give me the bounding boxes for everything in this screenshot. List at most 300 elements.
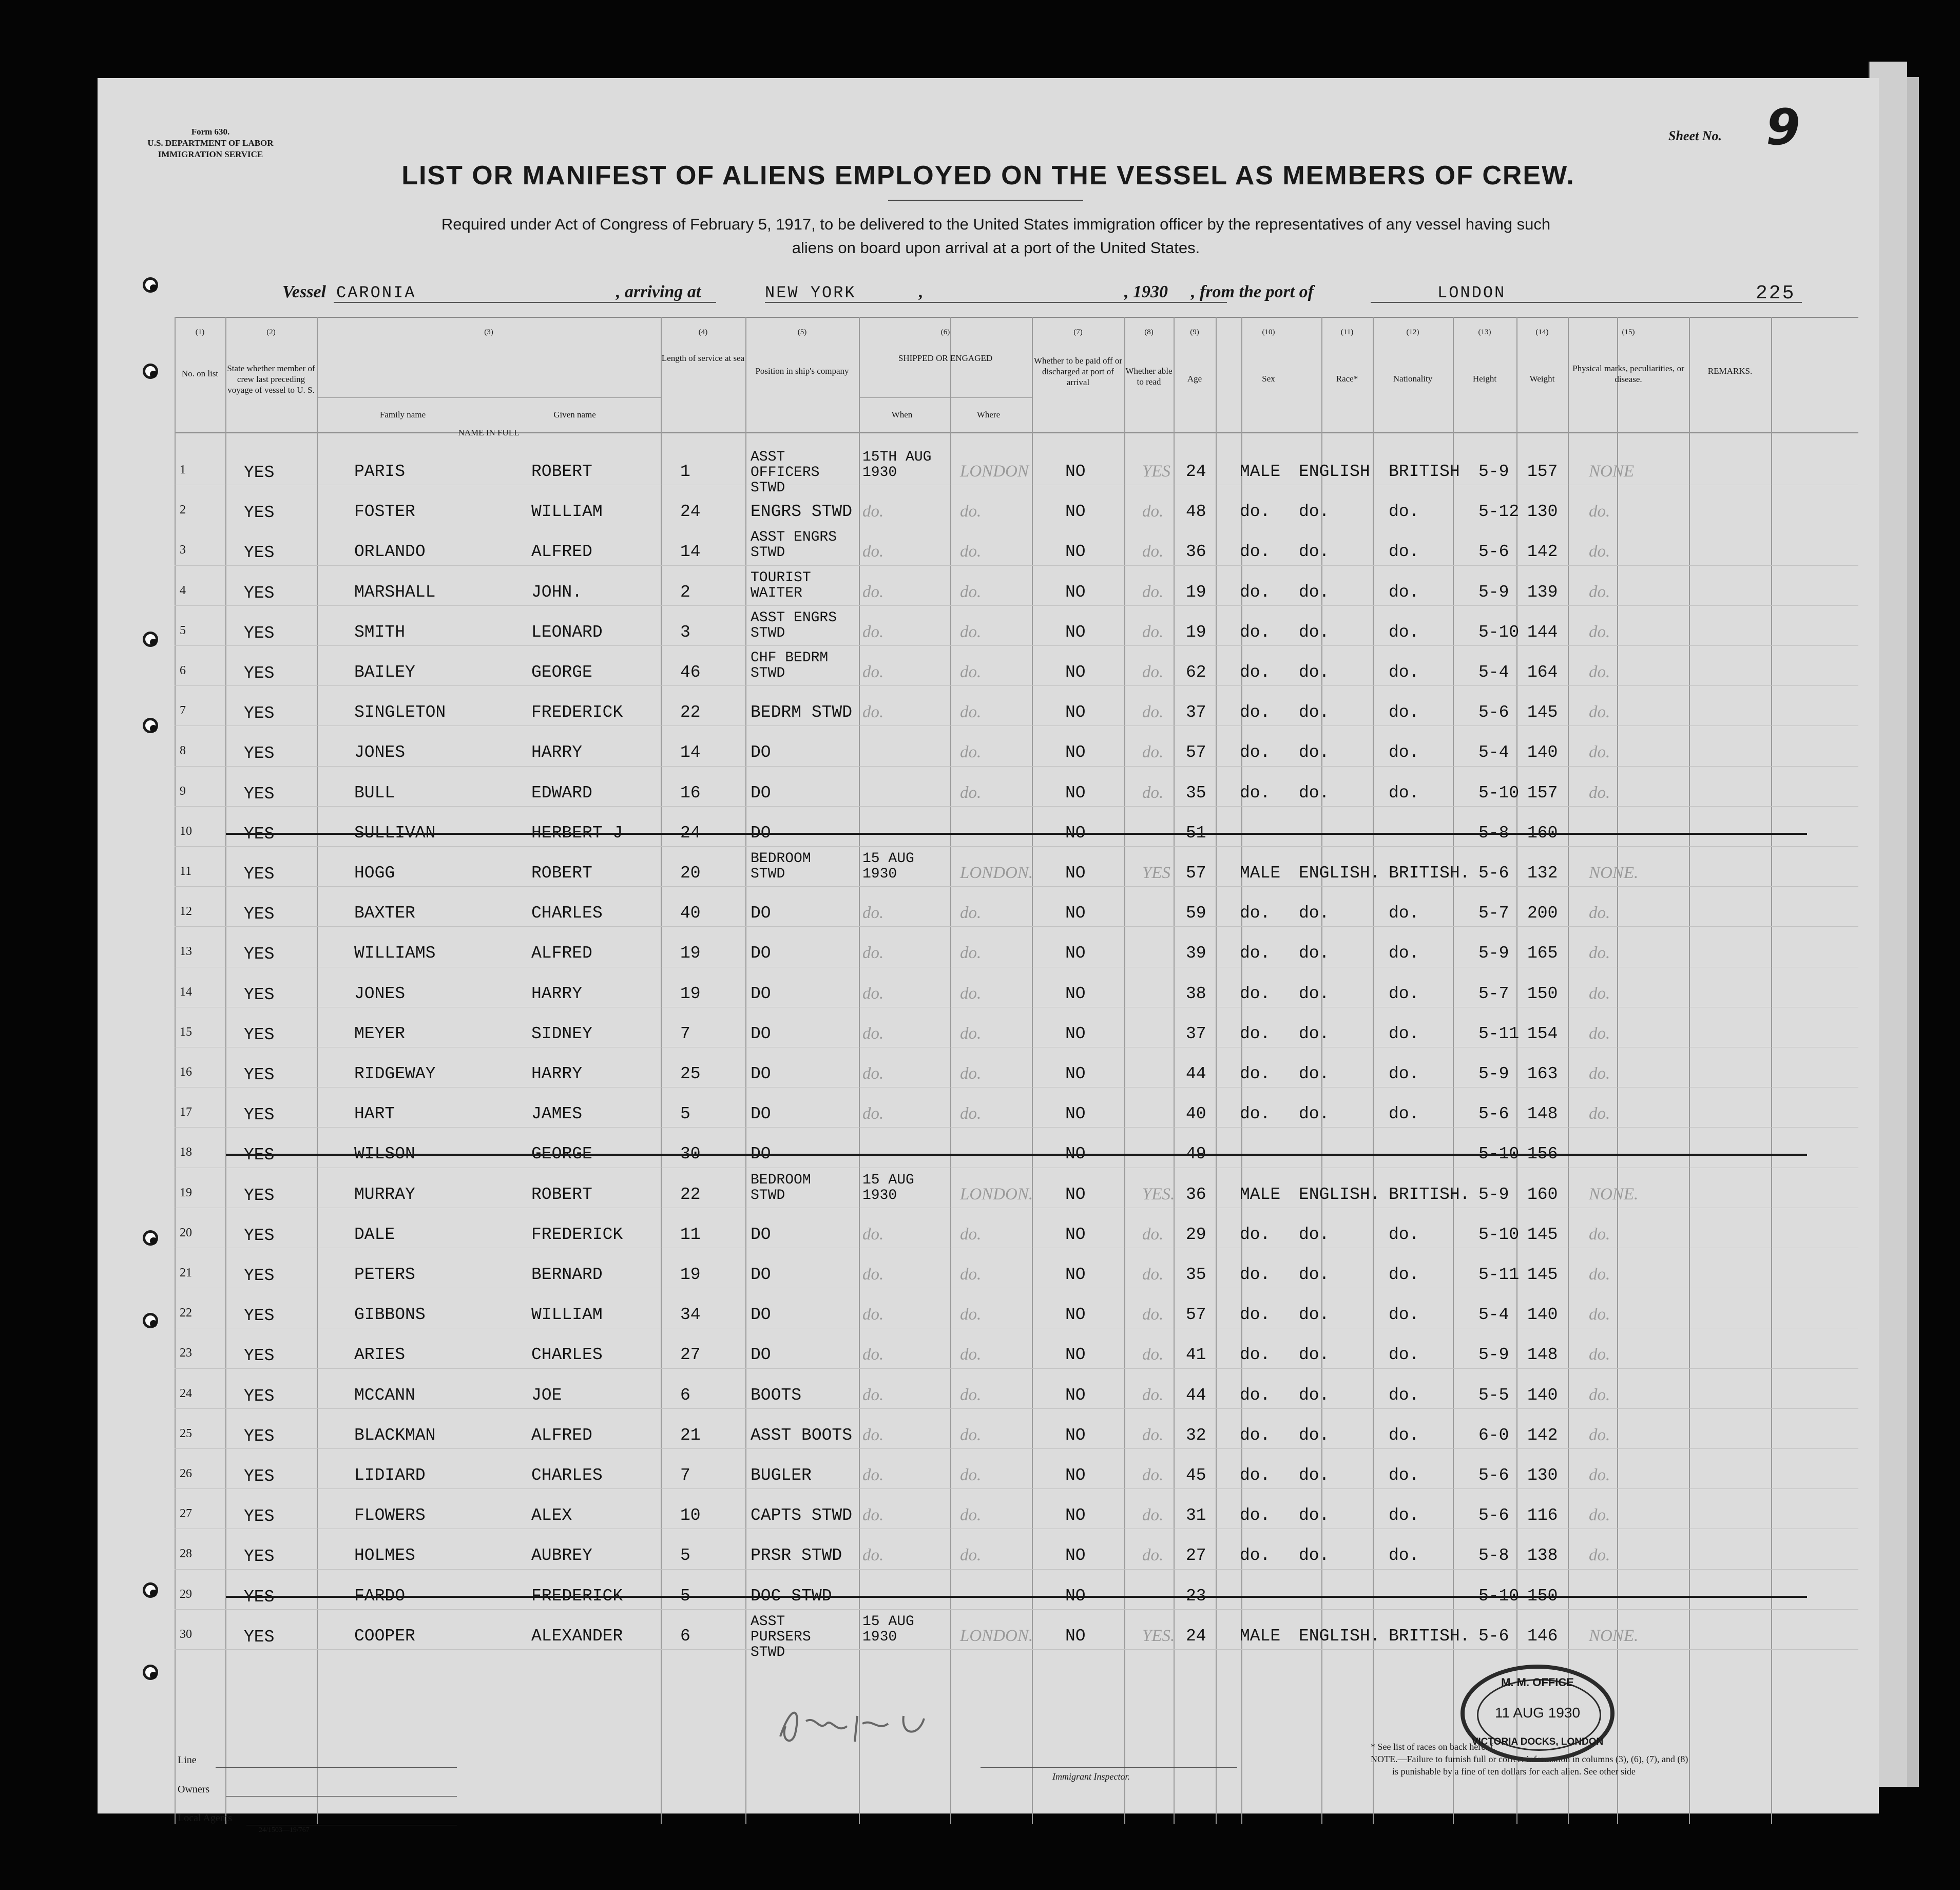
row-height: 5-4 xyxy=(1478,663,1509,682)
row-age: 36 xyxy=(1186,542,1206,562)
row-able-to-read: do. xyxy=(1142,663,1164,681)
local-agents-label: Local Agents xyxy=(178,1812,233,1824)
row-crew-last-voyage: YES xyxy=(244,1507,275,1526)
row-given-name: ROBERT xyxy=(531,1185,592,1204)
table-row xyxy=(175,806,1858,807)
penalty-note: NOTE.—Failure to furnish full or correct information in columns (3), (6), (7), and (8) xyxy=(1371,1754,1688,1764)
row-weight: 116 xyxy=(1527,1506,1558,1525)
row-able-to-read: YES. xyxy=(1142,1626,1175,1645)
form-identifier xyxy=(133,126,287,160)
row-shipped-where: LONDON. xyxy=(960,1626,1033,1645)
column-number: (7) xyxy=(1073,328,1083,336)
row-age: 32 xyxy=(1186,1425,1206,1445)
row-family-name: MEYER xyxy=(354,1024,406,1043)
row-height: 5-4 xyxy=(1478,743,1509,762)
row-height: 5-6 xyxy=(1478,1104,1509,1124)
print-reference: 24/1503—19/767 xyxy=(259,1826,310,1834)
table-row xyxy=(175,1127,1858,1128)
row-crew-last-voyage: YES xyxy=(244,1386,275,1406)
row-row-number: 12 xyxy=(180,905,192,919)
row-weight: 144 xyxy=(1527,622,1558,642)
row-position: DO xyxy=(751,1265,771,1284)
row-race: do. xyxy=(1299,904,1330,923)
row-paid-off: NO xyxy=(1065,1144,1086,1164)
row-given-name: AUBREY xyxy=(531,1546,592,1566)
row-able-to-read: do. xyxy=(1142,1506,1164,1525)
row-given-name: ROBERT xyxy=(531,864,592,883)
row-sex: do. xyxy=(1240,1425,1271,1445)
row-row-number: 6 xyxy=(180,664,186,677)
row-length-of-service: 14 xyxy=(680,743,701,762)
row-weight: 165 xyxy=(1527,944,1558,963)
row-given-name: CHARLES xyxy=(531,1345,603,1365)
row-crew-last-voyage: YES xyxy=(244,1105,275,1125)
row-physical-marks: NONE. xyxy=(1589,1626,1639,1645)
row-given-name: EDWARD xyxy=(531,783,592,803)
from-port: LONDON xyxy=(1437,283,1506,302)
owners-rule xyxy=(226,1796,457,1797)
table-row xyxy=(175,645,1858,646)
row-shipped-when: do. xyxy=(862,1466,884,1484)
row-nationality: do. xyxy=(1389,1104,1419,1124)
row-row-number: 1 xyxy=(180,463,186,476)
column-number: (1) xyxy=(195,328,205,336)
column-rule xyxy=(1032,317,1033,1824)
row-shipped-where: do. xyxy=(960,783,982,802)
column-number: (2) xyxy=(266,328,276,336)
row-height: 5-9 xyxy=(1478,944,1509,963)
row-paid-off: NO xyxy=(1065,1225,1086,1244)
row-family-name: HART xyxy=(354,1104,395,1124)
row-race: do. xyxy=(1299,542,1330,562)
row-position: DO xyxy=(751,823,771,843)
column-rule xyxy=(317,317,318,1824)
row-height: 5-7 xyxy=(1478,904,1509,923)
row-paid-off: NO xyxy=(1065,622,1086,642)
row-height: 6-0 xyxy=(1478,1425,1509,1445)
row-given-name: HERBERT J xyxy=(531,823,623,843)
row-sex: do. xyxy=(1240,1104,1271,1124)
table-row xyxy=(175,766,1858,767)
column-header-c2: State whether member of crew last preceding voyage of vessel to U. S. xyxy=(227,364,315,395)
column-rule xyxy=(1216,317,1217,1824)
column-rule xyxy=(1373,317,1374,1824)
column-number: (8) xyxy=(1144,328,1154,336)
row-crew-last-voyage: YES xyxy=(244,1146,275,1165)
row-nationality: BRITISH xyxy=(1389,462,1460,481)
row-sex: MALE xyxy=(1240,1185,1281,1204)
row-weight: 142 xyxy=(1527,542,1558,562)
row-age: 57 xyxy=(1186,864,1206,883)
row-row-number: 3 xyxy=(180,543,186,557)
row-sex: do. xyxy=(1240,944,1271,963)
column-rule xyxy=(225,317,226,1824)
row-crew-last-voyage: YES xyxy=(244,1587,275,1607)
races-note: * See list of races on back hereof. xyxy=(1371,1742,1495,1752)
row-nationality: do. xyxy=(1389,783,1419,803)
row-race: do. xyxy=(1299,663,1330,682)
row-length-of-service: 30 xyxy=(680,1144,701,1164)
row-shipped-when: do. xyxy=(862,542,884,561)
row-nationality: do. xyxy=(1389,1225,1419,1244)
row-shipped-when: do. xyxy=(862,502,884,521)
row-nationality: do. xyxy=(1389,703,1419,722)
row-physical-marks: do. xyxy=(1589,1345,1610,1364)
row-position: DO xyxy=(751,1305,771,1325)
row-age: 40 xyxy=(1186,1104,1206,1124)
row-crew-last-voyage: YES xyxy=(244,945,275,964)
from-port-label: , from the port of xyxy=(1191,282,1314,301)
row-physical-marks: NONE. xyxy=(1589,1185,1639,1204)
row-length-of-service: 19 xyxy=(680,1265,701,1284)
row-length-of-service: 14 xyxy=(680,542,701,562)
row-height: 5-5 xyxy=(1478,1385,1509,1405)
row-race: do. xyxy=(1299,1506,1330,1525)
column-header-c3: NAME IN FULL xyxy=(458,428,520,437)
column-number: (5) xyxy=(797,328,807,336)
penalty-note-cont: is punishable by a fine of ten dollars for each alien. See other side xyxy=(1392,1766,1636,1777)
row-height: 5-12 xyxy=(1478,502,1520,522)
row-race: do. xyxy=(1299,1466,1330,1485)
row-sex: do. xyxy=(1240,783,1271,803)
row-row-number: 27 xyxy=(180,1507,192,1521)
table-row xyxy=(175,1448,1858,1449)
owners-label: Owners xyxy=(178,1784,210,1795)
row-shipped-where: do. xyxy=(960,984,982,1003)
row-paid-off: NO xyxy=(1065,1024,1086,1043)
row-weight: 150 xyxy=(1527,1586,1558,1606)
row-height: 5-10 xyxy=(1478,622,1520,642)
row-weight: 140 xyxy=(1527,1385,1558,1405)
row-shipped-when: 15 AUG 1930 xyxy=(862,1172,914,1204)
row-nationality: do. xyxy=(1389,743,1419,762)
row-shipped-where: do. xyxy=(960,1305,982,1324)
row-position: DO xyxy=(751,1064,771,1083)
row-crew-last-voyage: YES xyxy=(244,824,275,844)
row-age: 38 xyxy=(1186,984,1206,1003)
strike-through-line xyxy=(226,833,1807,835)
row-nationality: BRITISH. xyxy=(1389,864,1470,883)
row-length-of-service: 24 xyxy=(680,502,701,522)
row-position: CHF BEDRM STWD xyxy=(751,650,829,681)
strike-through-line xyxy=(226,1596,1807,1598)
row-height: 5-10 xyxy=(1478,1225,1520,1244)
row-nationality: do. xyxy=(1389,622,1419,642)
row-height: 5-11 xyxy=(1478,1024,1520,1043)
row-weight: 130 xyxy=(1527,502,1558,522)
column-header-c8: Whether able to read xyxy=(1125,366,1173,387)
row-paid-off: NO xyxy=(1065,663,1086,682)
row-crew-last-voyage: YES xyxy=(244,543,275,563)
row-row-number: 4 xyxy=(180,583,186,597)
row-sex: do. xyxy=(1240,502,1271,522)
row-position: ASST BOOTS xyxy=(751,1425,853,1445)
row-crew-last-voyage: YES xyxy=(244,1346,275,1366)
row-length-of-service: 7 xyxy=(680,1466,690,1485)
table-row xyxy=(175,1609,1858,1610)
column-number: (13) xyxy=(1478,328,1491,336)
row-length-of-service: 6 xyxy=(680,1385,690,1405)
row-race: do. xyxy=(1299,1546,1330,1566)
row-age: 24 xyxy=(1186,1626,1206,1646)
row-able-to-read: YES xyxy=(1142,462,1171,481)
column-number: (15) xyxy=(1622,328,1635,336)
row-physical-marks: do. xyxy=(1589,1466,1610,1484)
row-row-number: 10 xyxy=(180,824,192,838)
row-family-name: BAILEY xyxy=(354,663,415,682)
row-nationality: do. xyxy=(1389,1265,1419,1284)
row-sex: do. xyxy=(1240,1385,1271,1405)
row-shipped-where: do. xyxy=(960,582,982,601)
row-shipped-when: do. xyxy=(862,1225,884,1244)
row-position: ENGRS STWD xyxy=(751,502,853,522)
row-shipped-where: do. xyxy=(960,542,982,561)
row-physical-marks: do. xyxy=(1589,1506,1610,1525)
row-position: DO xyxy=(751,944,771,963)
row-crew-last-voyage: YES xyxy=(244,784,275,804)
arriving-label: , arriving at xyxy=(616,282,701,301)
row-length-of-service: 5 xyxy=(680,1546,690,1566)
column-number: (10) xyxy=(1262,328,1275,336)
row-height: 5-9 xyxy=(1478,462,1509,481)
row-shipped-where: LONDON. xyxy=(960,864,1033,882)
row-sex: do. xyxy=(1240,984,1271,1003)
row-weight: 148 xyxy=(1527,1345,1558,1365)
row-shipped-when: do. xyxy=(862,1546,884,1565)
subtitle-line: aliens on board upon arrival at a port of the United States. xyxy=(792,239,1200,257)
row-shipped-where: do. xyxy=(960,743,982,762)
row-race: do. xyxy=(1299,1225,1330,1244)
row-given-name: JOHN. xyxy=(531,582,583,602)
row-family-name: FOSTER xyxy=(354,502,415,522)
line-label: Line xyxy=(178,1754,197,1766)
row-shipped-when: do. xyxy=(862,663,884,681)
column-number: (6) xyxy=(940,328,950,336)
row-able-to-read: do. xyxy=(1142,1425,1164,1444)
row-sex: MALE xyxy=(1240,864,1281,883)
row-paid-off: NO xyxy=(1065,1425,1086,1445)
column-header-c16: REMARKS. xyxy=(1707,366,1753,376)
row-crew-last-voyage: YES xyxy=(244,985,275,1004)
name-subheader-rule xyxy=(317,397,661,398)
table-row xyxy=(175,565,1858,566)
row-position: PRSR STWD xyxy=(751,1546,842,1566)
row-position: BEDROOM STWD xyxy=(751,1172,811,1204)
row-row-number: 2 xyxy=(180,503,186,517)
row-weight: 148 xyxy=(1527,1104,1558,1124)
row-shipped-where: do. xyxy=(960,1104,982,1123)
stamp-office: M. M. OFFICE xyxy=(1501,1676,1574,1689)
row-sex: do. xyxy=(1240,622,1271,642)
row-family-name: FARDO xyxy=(354,1586,406,1606)
row-shipped-where: do. xyxy=(960,1225,982,1244)
table-row xyxy=(175,1368,1858,1369)
row-paid-off: NO xyxy=(1065,1185,1086,1204)
row-nationality: do. xyxy=(1389,984,1419,1003)
row-given-name: HARRY xyxy=(531,984,583,1003)
row-race: do. xyxy=(1299,1064,1330,1083)
row-family-name: HOGG xyxy=(354,864,395,883)
row-physical-marks: do. xyxy=(1589,663,1610,681)
row-height: 5-10 xyxy=(1478,1144,1520,1164)
row-weight: 139 xyxy=(1527,582,1558,602)
row-row-number: 24 xyxy=(180,1386,192,1400)
row-race: do. xyxy=(1299,1265,1330,1284)
row-height: 5-9 xyxy=(1478,582,1509,602)
column-rule xyxy=(1689,317,1690,1824)
row-given-name: GEORGE xyxy=(531,663,592,682)
row-age: 48 xyxy=(1186,502,1206,522)
column-rule xyxy=(1617,317,1618,1824)
column-header-c14: Weight xyxy=(1529,374,1555,384)
row-able-to-read: do. xyxy=(1142,1385,1164,1404)
row-shipped-when: do. xyxy=(862,1064,884,1083)
table-row xyxy=(175,886,1858,887)
row-height: 5-6 xyxy=(1478,1626,1509,1646)
row-height: 5-6 xyxy=(1478,1506,1509,1525)
row-physical-marks: do. xyxy=(1589,1104,1610,1123)
table-row xyxy=(175,1649,1858,1650)
row-given-name: WILLIAM xyxy=(531,502,603,522)
row-given-name: ALFRED xyxy=(531,1425,592,1445)
row-physical-marks: do. xyxy=(1589,783,1610,802)
table-row xyxy=(175,1488,1858,1489)
row-paid-off: NO xyxy=(1065,1546,1086,1566)
column-number: (4) xyxy=(698,328,708,336)
row-family-name: BAXTER xyxy=(354,904,415,923)
row-paid-off: NO xyxy=(1065,743,1086,762)
row-height: 5-8 xyxy=(1478,823,1509,843)
table-row xyxy=(175,1569,1858,1570)
column-header-c13: Height xyxy=(1472,374,1497,384)
row-weight: 154 xyxy=(1527,1024,1558,1043)
row-able-to-read: do. xyxy=(1142,703,1164,722)
row-position: DO xyxy=(751,1225,771,1244)
row-position: DO xyxy=(751,1144,771,1164)
row-nationality: do. xyxy=(1389,1546,1419,1566)
row-crew-last-voyage: YES xyxy=(244,463,275,482)
row-age: 41 xyxy=(1186,1345,1206,1365)
row-shipped-where: do. xyxy=(960,622,982,641)
row-physical-marks: do. xyxy=(1589,1385,1610,1404)
row-paid-off: NO xyxy=(1065,1064,1086,1083)
row-nationality: do. xyxy=(1389,582,1419,602)
row-nationality: do. xyxy=(1389,663,1419,682)
row-position: ASST ENGRS STWD xyxy=(751,609,837,641)
row-shipped-where: LONDON. xyxy=(960,1185,1033,1204)
row-race: do. xyxy=(1299,582,1330,602)
row-crew-last-voyage: YES xyxy=(244,1266,275,1285)
row-position: DO xyxy=(751,1024,771,1043)
column-header-c10: Sex xyxy=(1262,374,1275,384)
row-sex: do. xyxy=(1240,1506,1271,1525)
row-shipped-when: 15 AUG 1930 xyxy=(862,1613,914,1645)
row-family-name: ARIES xyxy=(354,1345,406,1365)
row-family-name: COOPER xyxy=(354,1626,415,1646)
row-physical-marks: do. xyxy=(1589,984,1610,1003)
row-paid-off: NO xyxy=(1065,864,1086,883)
row-row-number: 28 xyxy=(180,1547,192,1561)
row-family-name: WILLIAMS xyxy=(354,944,436,963)
row-race: ENGLISH. xyxy=(1299,1626,1380,1646)
row-age: 57 xyxy=(1186,743,1206,762)
row-family-name: MARSHALL xyxy=(354,582,436,602)
row-shipped-where: do. xyxy=(960,1385,982,1404)
row-sex: do. xyxy=(1240,1265,1271,1284)
row-physical-marks: do. xyxy=(1589,1225,1610,1244)
row-weight: 145 xyxy=(1527,1225,1558,1244)
column-header-c11: Race* xyxy=(1336,374,1358,384)
binder-hole xyxy=(143,1665,158,1680)
row-row-number: 30 xyxy=(180,1627,192,1641)
department-name: U.S. DEPARTMENT OF LABOR xyxy=(147,138,274,148)
row-height: 5-6 xyxy=(1478,1466,1509,1485)
column-header-c6b: Where xyxy=(976,410,1001,419)
row-able-to-read: do. xyxy=(1142,1305,1164,1324)
row-position: ASST PURSERS STWD xyxy=(751,1613,811,1660)
row-paid-off: NO xyxy=(1065,984,1086,1003)
row-given-name: ALFRED xyxy=(531,944,592,963)
row-given-name: LEONARD xyxy=(531,622,603,642)
row-physical-marks: do. xyxy=(1589,1425,1610,1444)
row-paid-off: NO xyxy=(1065,1466,1086,1485)
row-age: 49 xyxy=(1186,1144,1206,1164)
row-sex: do. xyxy=(1240,1225,1271,1244)
row-race: ENGLISH xyxy=(1299,462,1370,481)
row-nationality: do. xyxy=(1389,1305,1419,1325)
row-given-name: CHARLES xyxy=(531,1466,603,1485)
row-length-of-service: 16 xyxy=(680,783,701,803)
manifest-sheet xyxy=(98,78,1879,1834)
row-weight: 132 xyxy=(1527,864,1558,883)
binder-hole xyxy=(143,364,158,379)
row-age: 23 xyxy=(1186,1586,1206,1606)
row-family-name: MURRAY xyxy=(354,1185,415,1204)
row-row-number: 20 xyxy=(180,1226,192,1239)
row-age: 27 xyxy=(1186,1546,1206,1566)
column-rule xyxy=(1568,317,1569,1824)
row-shipped-when: do. xyxy=(862,622,884,641)
row-age: 35 xyxy=(1186,1265,1206,1284)
row-crew-last-voyage: YES xyxy=(244,664,275,683)
stamp-date: 11 AUG 1930 xyxy=(1494,1705,1581,1721)
immigrant-inspector-label: Immigrant Inspector. xyxy=(1052,1771,1130,1782)
row-shipped-when: do. xyxy=(862,1265,884,1284)
row-paid-off: NO xyxy=(1065,703,1086,722)
table-row xyxy=(175,846,1858,847)
table-row xyxy=(175,605,1858,606)
sheet-number: 9 xyxy=(1766,99,1800,156)
row-sex: do. xyxy=(1240,1345,1271,1365)
row-height: 5-9 xyxy=(1478,1345,1509,1365)
row-race: do. xyxy=(1299,1345,1330,1365)
column-header-c6: SHIPPED OR ENGAGED xyxy=(898,353,993,363)
row-sex: MALE xyxy=(1240,1626,1281,1646)
sheet-label: Sheet No. xyxy=(1668,128,1722,143)
row-row-number: 18 xyxy=(180,1146,192,1159)
column-header-c1: No. on list xyxy=(181,369,219,378)
row-age: 45 xyxy=(1186,1466,1206,1485)
row-position: ASST ENGRS STWD xyxy=(751,529,837,561)
column-number: (9) xyxy=(1190,328,1199,336)
row-position: BEDROOM STWD xyxy=(751,851,811,882)
row-length-of-service: 21 xyxy=(680,1425,701,1445)
row-race: ENGLISH. xyxy=(1299,864,1380,883)
row-sex: do. xyxy=(1240,582,1271,602)
row-weight: 145 xyxy=(1527,703,1558,722)
row-paid-off: NO xyxy=(1065,462,1086,481)
row-row-number: 23 xyxy=(180,1346,192,1360)
